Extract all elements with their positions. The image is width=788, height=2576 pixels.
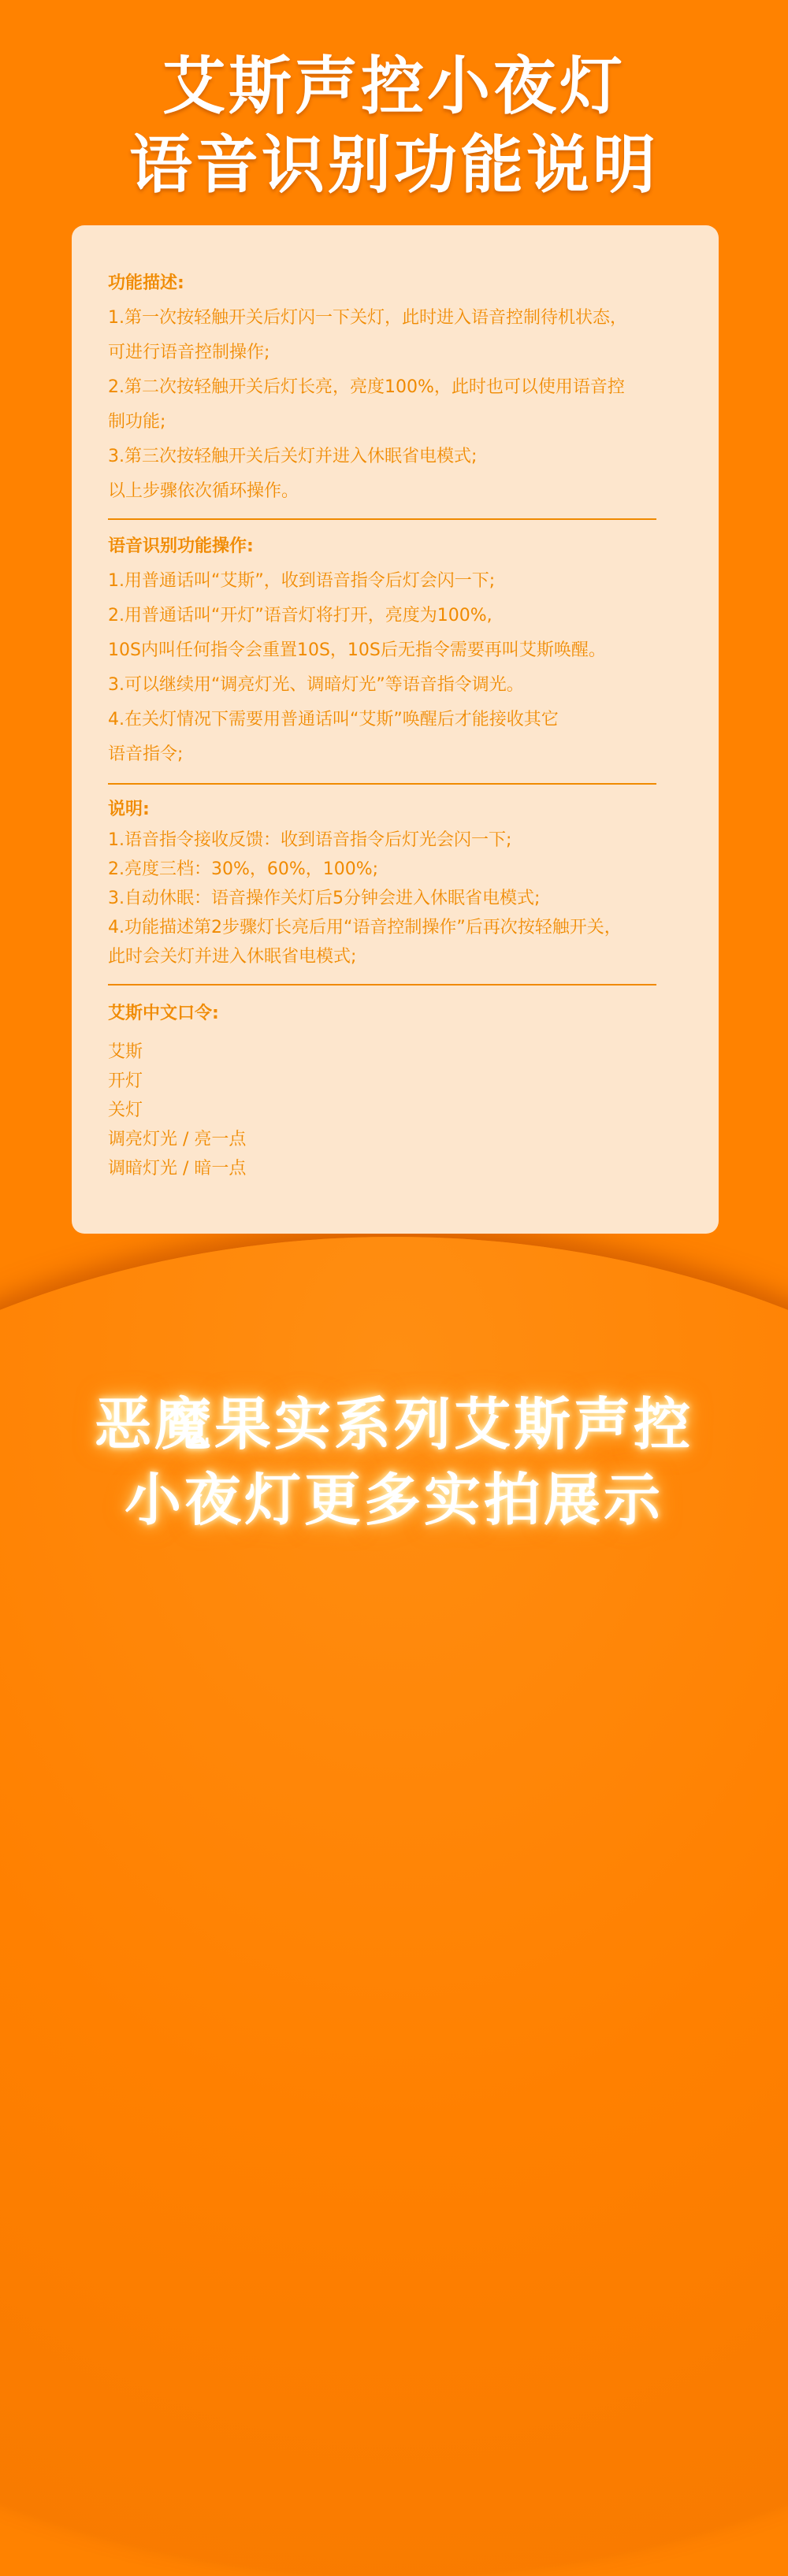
section-function-description [108, 266, 719, 509]
text-line: 3.自动休眠：语音操作关灯后5分钟会进入休眠省电模式; [108, 889, 541, 908]
footer-title-line-1: 恶魔果实系列艾斯声控 [94, 1391, 693, 1457]
text-line: 1.语音指令接收反馈：收到语音指令后灯光会闪一下; [108, 830, 512, 850]
footer-title [0, 1386, 788, 1538]
text-line: 语音指令; [108, 744, 184, 764]
section-title: 语音识别功能操作: [108, 536, 254, 556]
page-title [0, 47, 788, 205]
text-line: 此时会关灯并进入休眠省电模式; [108, 947, 357, 967]
command-item: 艾斯 [108, 1042, 143, 1062]
section-notes [108, 794, 719, 971]
text-line: 4.功能描述第2步骤灯长亮后用“语音控制操作”后再次按轻触开关， [108, 918, 622, 937]
section-divider [108, 984, 656, 985]
section-divider [108, 783, 656, 785]
command-item: 调亮灯光 / 亮一点 [108, 1130, 247, 1149]
page-title-line-2: 语音识别功能说明 [129, 128, 659, 202]
command-item: 开灯 [108, 1071, 143, 1091]
command-item: 调暗灯光 / 暗一点 [108, 1159, 247, 1179]
section-title: 艾斯中文口令: [108, 1004, 219, 1023]
text-line: 1.用普通话叫“艾斯”，收到语音指令后灯会闪一下; [108, 571, 496, 591]
text-line: 制功能; [108, 412, 166, 432]
footer-title-line-2: 小夜灯更多实拍展示 [124, 1467, 663, 1533]
section-divider [108, 518, 656, 520]
section-title: 功能描述: [108, 273, 184, 293]
text-line: 可进行语音控制操作; [108, 343, 270, 362]
section-voice-operation [108, 529, 719, 772]
text-line: 3.第三次按轻触开关后关灯并进入休眠省电模式; [108, 447, 478, 466]
text-line: 2.第二次按轻触开关后灯长亮，亮度100%，此时也可以使用语音控 [108, 377, 625, 397]
text-line: 3.可以继续用“调亮灯光、调暗灯光”等语音指令调光。 [108, 675, 524, 695]
text-line: 2.亮度三档：30%，60%，100%; [108, 859, 379, 879]
text-line: 1.第一次按轻触开关后灯闪一下关灯，此时进入语音控制待机状态， [108, 308, 627, 328]
page-title-line-1: 艾斯声控小夜灯 [162, 50, 626, 123]
instruction-card [72, 225, 719, 1234]
section-voice-commands [108, 997, 719, 1183]
section-title: 说明: [108, 800, 150, 819]
text-line: 4.在关灯情况下需要用普通话叫“艾斯”唤醒后才能接收其它 [108, 710, 559, 729]
command-item: 关灯 [108, 1101, 143, 1120]
text-line: 以上步骤依次循环操作。 [108, 481, 299, 501]
text-line: 2.用普通话叫“开灯”语音灯将打开，亮度为100%, [108, 606, 492, 625]
text-line: 10S内叫任何指令会重置10S，10S后无指令需要再叫艾斯唤醒。 [108, 640, 606, 660]
